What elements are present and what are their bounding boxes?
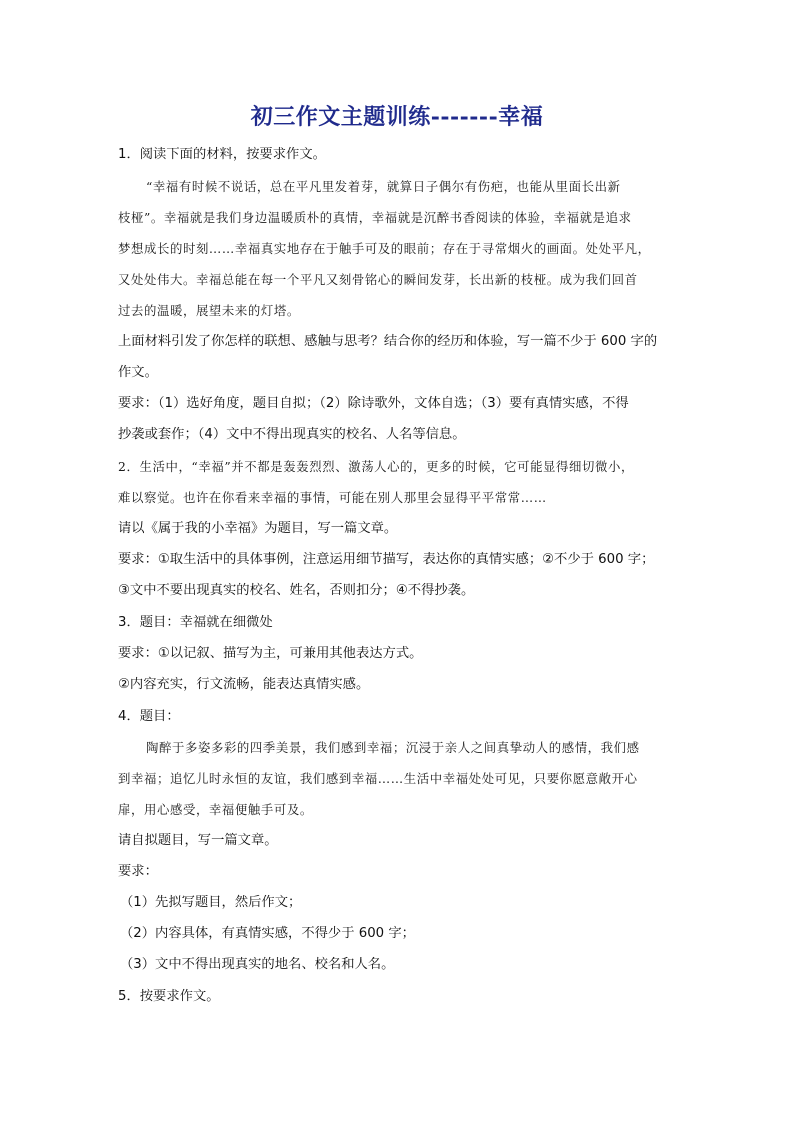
material-line: 到幸福；追忆儿时永恒的友谊，我们感到幸福……生活中幸福处处可见，只要你愿意敞开心 [118, 771, 638, 786]
requirement-item: （3）文中不得出现真实的地名、校名和人名。 [120, 957, 395, 972]
material-line: 枝桠”。幸福就是我们身边温暖质朴的真情，幸福就是沉醉书香阅读的体验，幸福就是追求 [118, 210, 632, 225]
question-3-heading: 3．题目：幸福就在细微处 [118, 615, 273, 630]
material-line: 梦想成长的时刻……幸福真实地存在于触手可及的眼前；存在于寻常烟火的画面。处处平凡， [118, 241, 651, 256]
question-1-heading: 1．阅读下面的材料，按要求作文。 [118, 147, 326, 162]
material-line: 难以察觉。也许在你看来幸福的事情，可能在别人那里会显得平平常常…… [118, 490, 547, 505]
page-title: 初三作文主题训练-------幸福 [250, 104, 544, 130]
question-5-heading: 5．按要求作文。 [118, 989, 220, 1004]
material-line: 过去的温暖，展望未来的灯塔。 [118, 303, 300, 318]
material-line: 又处处伟大。幸福总能在每一个平凡又刻骨铭心的瞬间发芽，长出新的枝桠。成为我们回首 [118, 272, 638, 287]
prompt-line: 请自拟题目，写一篇文章。 [118, 833, 278, 848]
prompt-line: 上面材料引发了你怎样的联想、感触与思考？结合你的经历和体验，写一篇不少于 600 字的 [118, 334, 658, 349]
requirement-line: ③文中不要出现真实的校名、姓名，否则扣分；④不得抄袭。 [118, 583, 475, 598]
material-line: 扉，用心感受，幸福便触手可及。 [118, 802, 313, 817]
requirement-line: 要求：（1）选好角度，题目自拟；（2）除诗歌外，文体自选；（3）要有真情实感，不得 [118, 396, 629, 411]
requirement-line: ②内容充实，行文流畅，能表达真情实感。 [118, 677, 370, 692]
prompt-line: 作文。 [118, 365, 158, 380]
prompt-line: 请以《属于我的小幸福》为题目，写一篇文章。 [118, 521, 398, 536]
question-2-heading: 2．生活中，“幸福”并不都是轰轰烈烈、激荡人心的，更多的时候，它可能显得细切微小， [118, 459, 634, 474]
requirement-line: 要求：①以记叙、描写为主，可兼用其他表达方式。 [118, 646, 423, 661]
requirement-line: 抄袭或套作；（4）文中不得出现真实的校名、人名等信息。 [118, 427, 466, 442]
requirement-item: （1）先拟写题目，然后作文； [120, 895, 302, 910]
question-4-heading: 4．题目： [118, 709, 180, 724]
requirement-item: （2）内容具体，有真情实感，不得少于 600 字； [120, 926, 415, 941]
requirement-line: 要求：①取生活中的具体事例，注意运用细节描写，表达你的真情实感；②不少于 600 字； [118, 552, 655, 567]
material-line: “幸福有时候不说话，总在平凡里发着芽，就算日子偶尔有伤疤，也能从里面长出新 [146, 179, 621, 194]
requirement-label: 要求： [118, 864, 158, 879]
material-line: 陶醉于多姿多彩的四季美景，我们感到幸福；沉浸于亲人之间真挚动人的感情，我们感 [146, 740, 640, 755]
